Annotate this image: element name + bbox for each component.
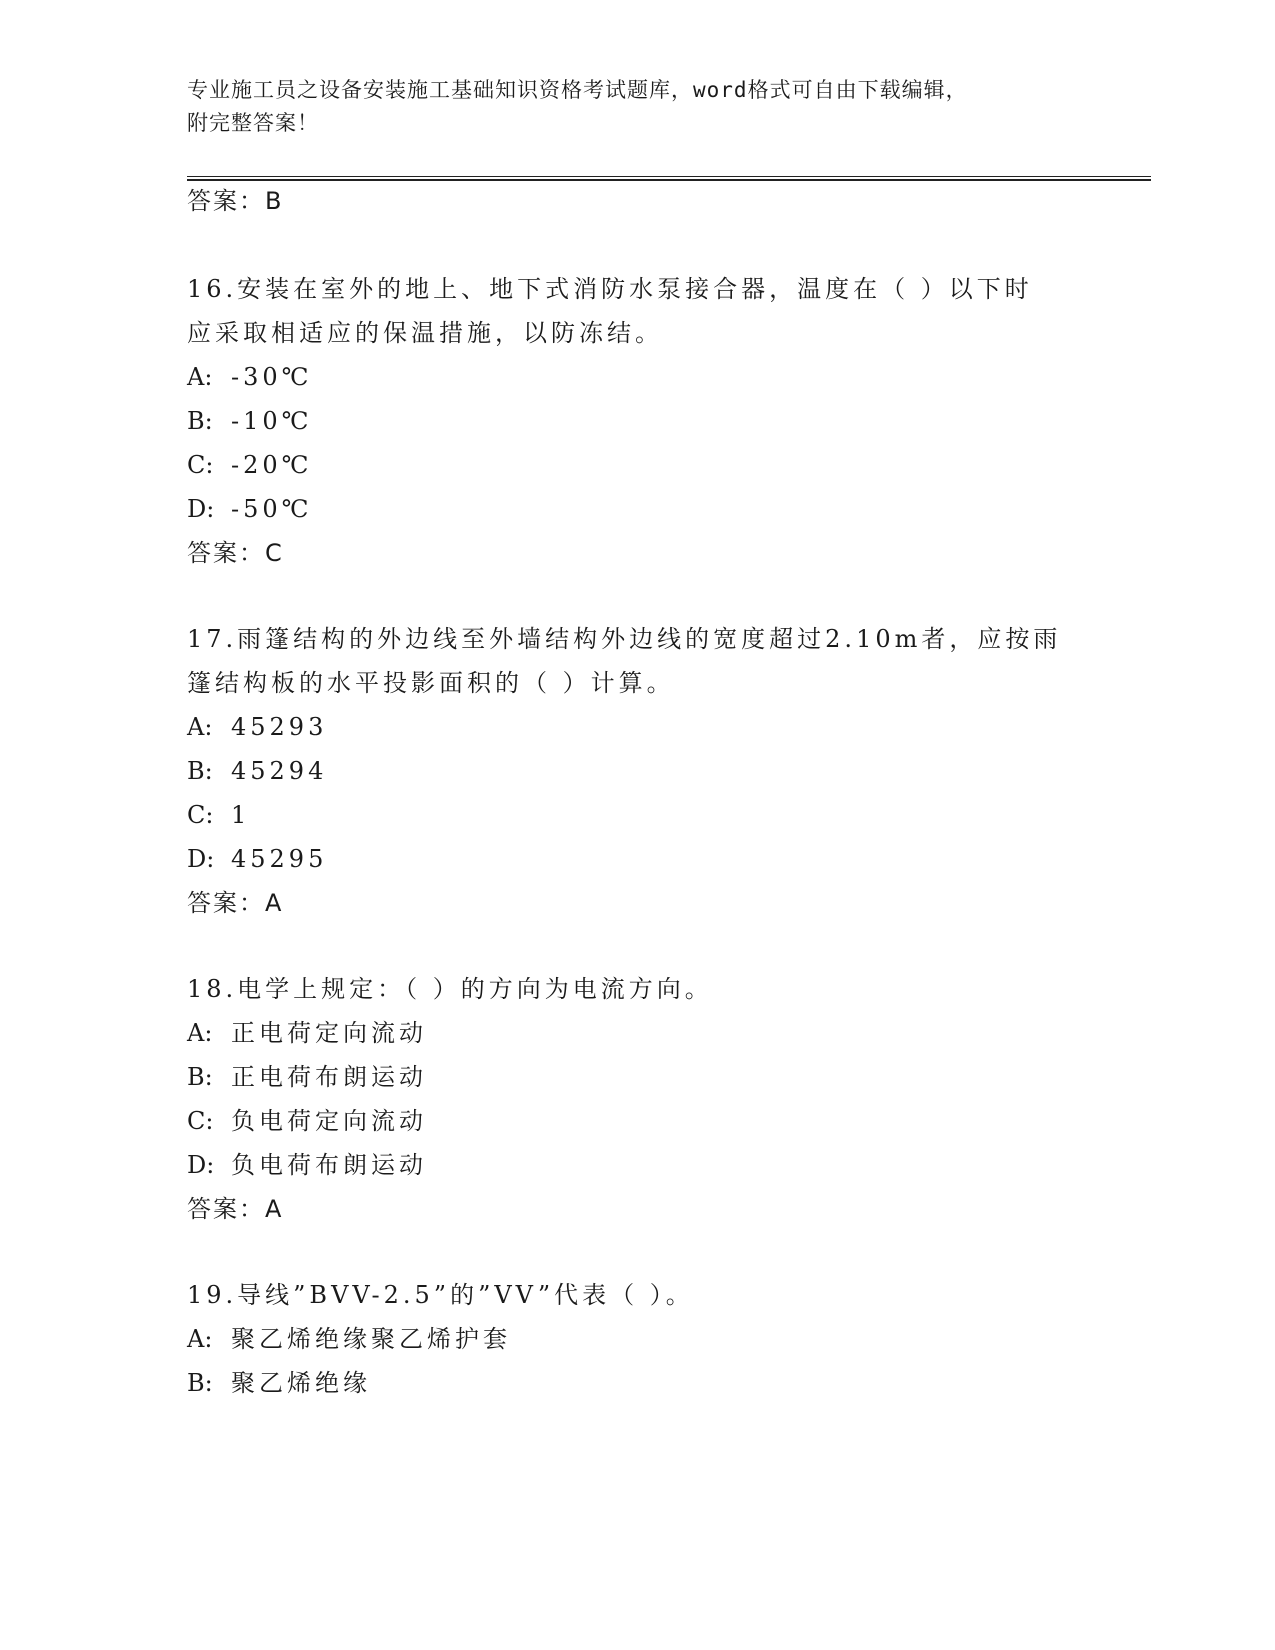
option-text: -20℃: [231, 451, 313, 479]
option-letter: A:: [187, 363, 213, 391]
option-letter: C:: [187, 451, 214, 479]
option-text: 45295: [231, 845, 328, 873]
option-letter: B:: [187, 407, 213, 435]
option-text: 聚乙烯绝缘聚乙烯护套: [231, 1325, 511, 1353]
option-letter: A:: [187, 713, 213, 741]
question-16-option-c: [187, 450, 313, 480]
option-text: 1: [231, 801, 251, 829]
option-text: 正电荷定向流动: [231, 1019, 427, 1047]
option-text: 负电荷定向流动: [231, 1107, 427, 1135]
question-16-option-a: [187, 362, 313, 392]
question-17-stem-line-1: 17.雨篷结构的外边线至外墙结构外边线的宽度超过2.10m者，应按雨: [187, 625, 1062, 653]
option-letter: B:: [187, 1063, 213, 1091]
question-18-option-c: [187, 1106, 427, 1136]
option-letter: A:: [187, 1325, 213, 1353]
question-17-option-a: [187, 712, 327, 742]
question-18-option-d: [187, 1150, 427, 1180]
question-16-stem-line-1: 16.安装在室外的地上、地下式消防水泵接合器，温度在（ ）以下时: [187, 275, 1033, 303]
option-letter: B:: [187, 1369, 213, 1397]
question-16-option-d: [187, 494, 313, 524]
option-letter: D:: [187, 495, 215, 523]
question-17-option-d: [187, 844, 327, 874]
option-letter: D:: [187, 1151, 215, 1179]
option-text: -30℃: [231, 363, 313, 391]
question-16-answer: 答案：C: [187, 539, 284, 567]
question-19-option-a: [187, 1324, 511, 1354]
question-16-option-b: [187, 406, 313, 436]
question-17-stem-line-2: 篷结构板的水平投影面积的（ ）计算。: [187, 669, 675, 697]
question-18-option-a: [187, 1018, 427, 1048]
option-letter: A:: [187, 1019, 213, 1047]
question-17-option-c: [187, 800, 250, 830]
option-letter: B:: [187, 757, 213, 785]
question-18-option-b: [187, 1062, 427, 1092]
option-text: 正电荷布朗运动: [231, 1063, 427, 1091]
header-line-2: 附完整答案！: [187, 111, 319, 135]
previous-answer: 答案：B: [187, 187, 284, 215]
question-17-option-b: [187, 756, 327, 786]
question-19-option-b: [187, 1368, 371, 1398]
option-text: 聚乙烯绝缘: [231, 1369, 371, 1397]
question-19-stem-line-1: 19.导线”BVV-2.5”的”VV”代表（ ）。: [187, 1281, 694, 1309]
header-divider: [187, 176, 1151, 181]
option-text: -50℃: [231, 495, 313, 523]
header-line-1: 专业施工员之设备安装施工基础知识资格考试题库，word格式可自由下载编辑，: [187, 78, 968, 102]
question-18-stem-line-1: 18.电学上规定：（ ）的方向为电流方向。: [187, 975, 713, 1003]
option-text: 45293: [231, 713, 328, 741]
question-16-stem-line-2: 应采取相适应的保温措施，以防冻结。: [187, 319, 663, 347]
option-letter: C:: [187, 1107, 214, 1135]
option-letter: D:: [187, 845, 215, 873]
document-header: [187, 74, 1067, 140]
option-text: 45294: [231, 757, 328, 785]
option-text: -10℃: [231, 407, 313, 435]
question-18-answer: 答案：A: [187, 1195, 284, 1223]
question-17-answer: 答案：A: [187, 889, 284, 917]
option-letter: C:: [187, 801, 214, 829]
option-text: 负电荷布朗运动: [231, 1151, 427, 1179]
